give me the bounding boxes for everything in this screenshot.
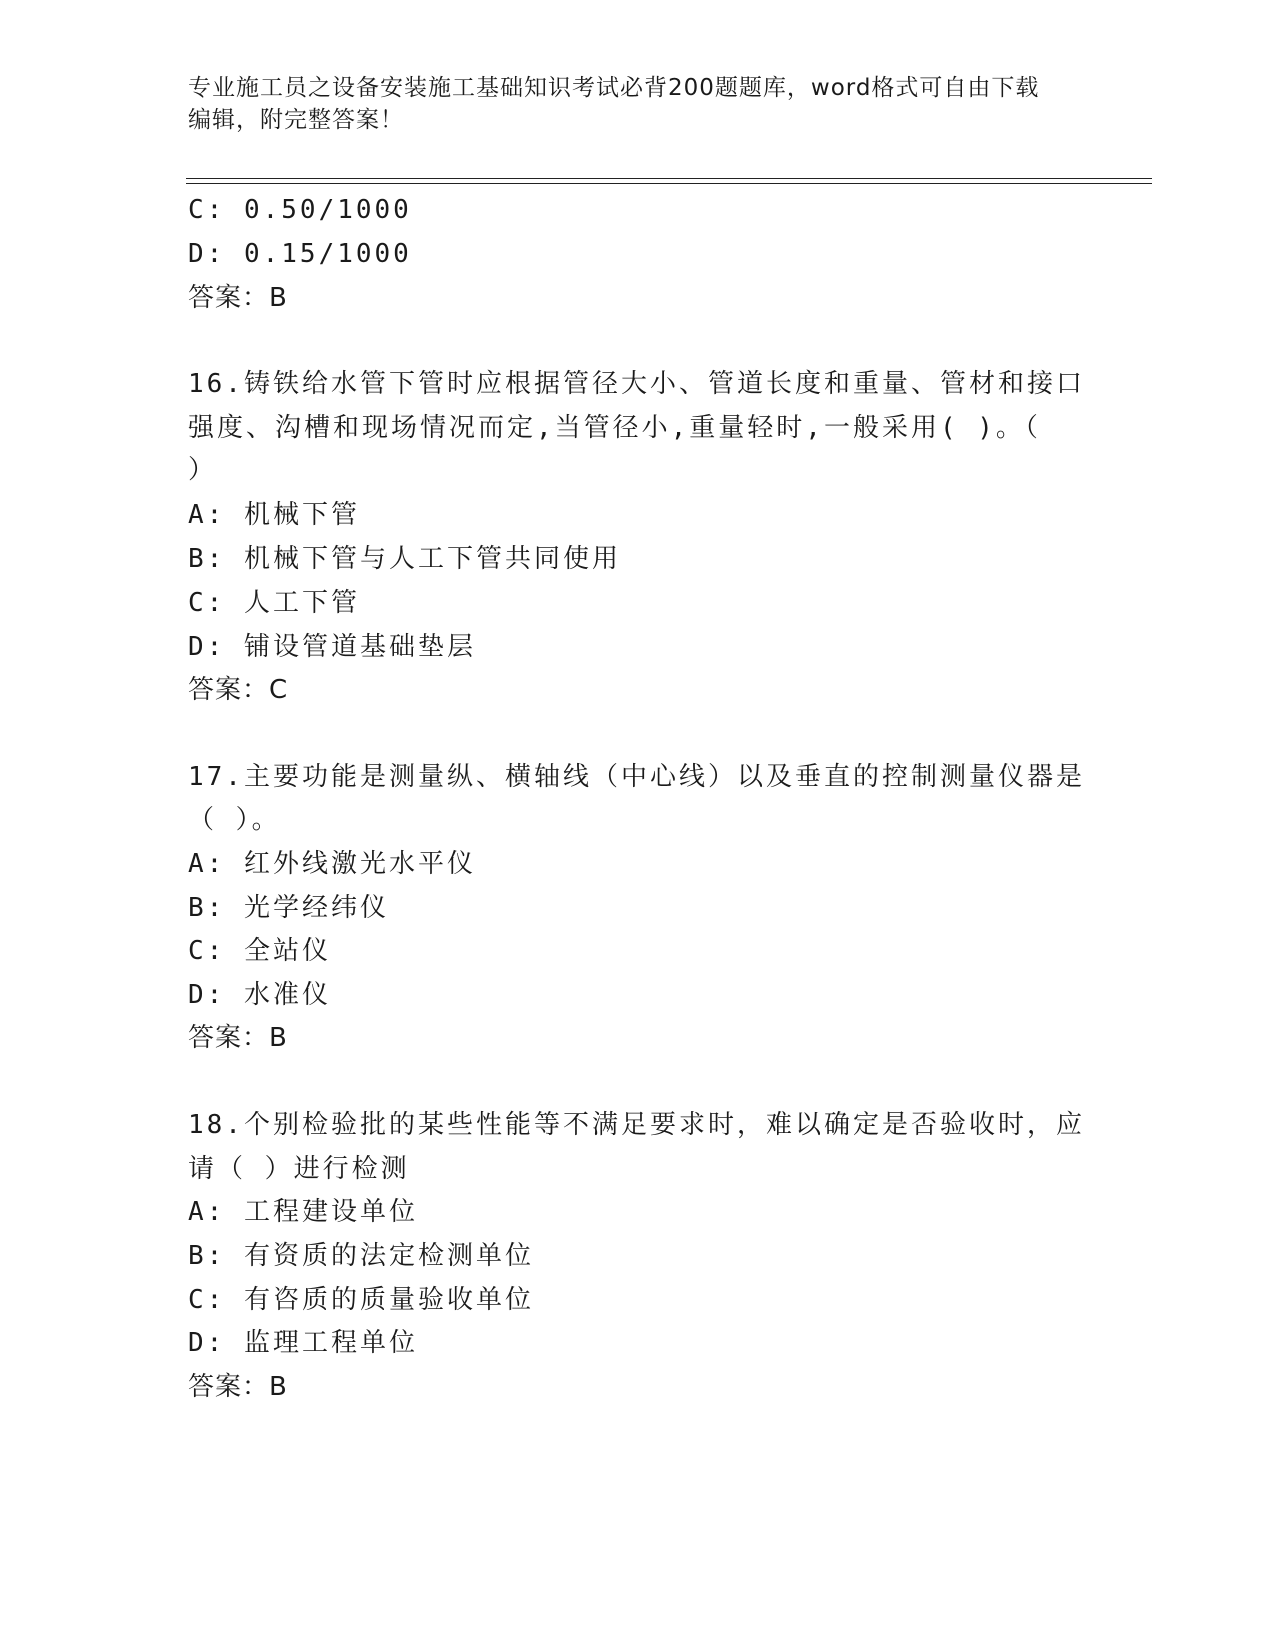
q17-stem-line-1: 17.主要功能是测量纵、横轴线（中心线）以及垂直的控制测量仪器是 <box>188 762 1085 792</box>
q17-option-a: A: 红外线激光水平仪 <box>188 849 476 879</box>
q17-option-c: C: 全站仪 <box>188 936 331 966</box>
q17-answer: 答案：B <box>188 1023 288 1053</box>
q17-stem-line-2: （ ）。 <box>188 805 281 835</box>
document-header <box>188 72 1088 136</box>
q16-option-a: A: 机械下管 <box>188 500 360 530</box>
header-divider-bottom <box>186 183 1152 184</box>
q18-option-a: A: 工程建设单位 <box>188 1197 418 1227</box>
q18-answer: 答案：B <box>188 1372 288 1402</box>
header-line-2: 编辑，附完整答案！ <box>188 107 404 133</box>
q16-stem-line-2: 强度、沟槽和现场情况而定,当管径小,重量轻时,一般采用( )。（ <box>188 413 1041 443</box>
q16-option-b: B: 机械下管与人工下管共同使用 <box>188 544 621 574</box>
q16-option-d: D: 铺设管道基础垫层 <box>188 632 476 662</box>
q18-stem-line-2: 请（ ）进行检测 <box>188 1154 410 1184</box>
q18-option-c: C: 有咨质的质量验收单位 <box>188 1285 534 1315</box>
header-divider-top <box>186 178 1152 179</box>
q16-answer: 答案：C <box>188 675 289 705</box>
q16-stem-line-1: 16.铸铁给水管下管时应根据管径大小、管道长度和重量、管材和接口 <box>188 369 1085 399</box>
q16-option-c: C: 人工下管 <box>188 588 360 618</box>
q17-option-d: D: 水准仪 <box>188 980 331 1010</box>
q18-option-d: D: 监理工程单位 <box>188 1328 418 1358</box>
q15-answer: 答案：B <box>188 283 288 313</box>
q18-option-b: B: 有资质的法定检测单位 <box>188 1241 534 1271</box>
q15-option-d: D: 0.15/1000 <box>188 239 412 269</box>
q16-stem-line-3: ） <box>188 455 218 485</box>
q15-option-c: C: 0.50/1000 <box>188 195 412 225</box>
q18-stem-line-1: 18.个别检验批的某些性能等不满足要求时，难以确定是否验收时，应 <box>188 1110 1085 1140</box>
q17-option-b: B: 光学经纬仪 <box>188 893 389 923</box>
header-line-1: 专业施工员之设备安装施工基础知识考试必背200题题库，word格式可自由下载 <box>188 75 1040 101</box>
